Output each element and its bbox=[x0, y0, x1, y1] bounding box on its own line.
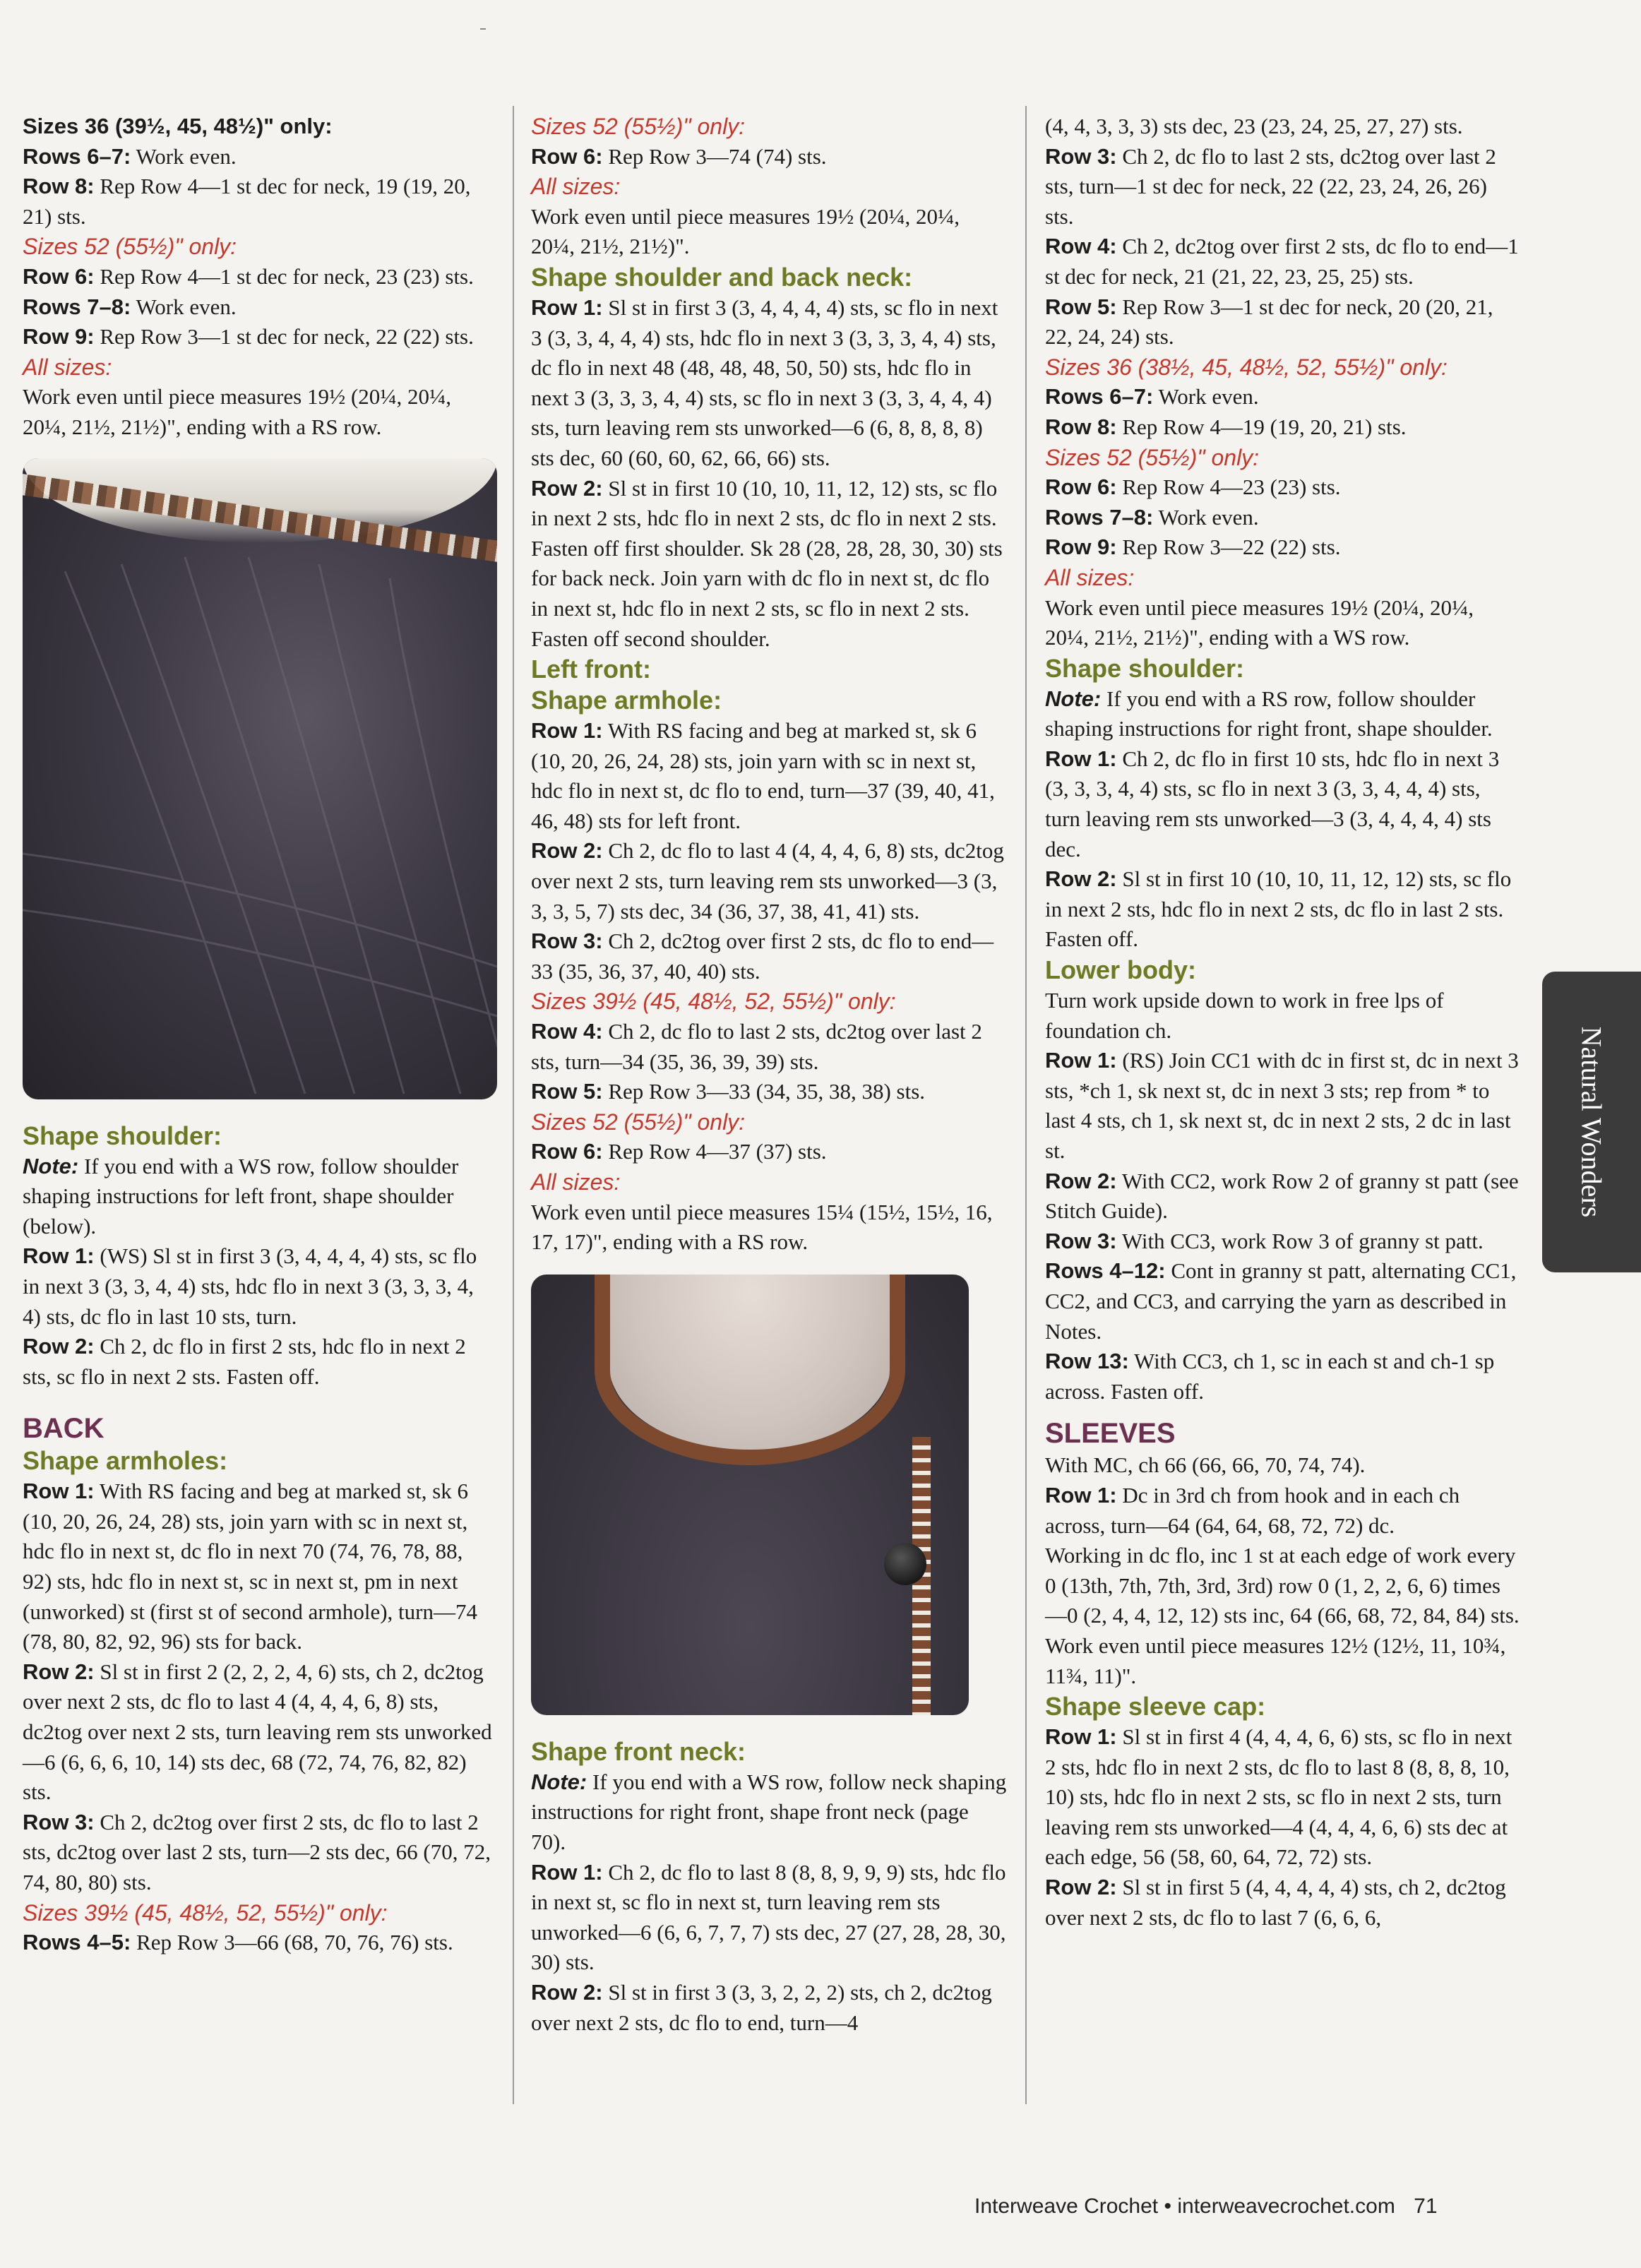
size-note: Sizes 36 (38½, 45, 48½, 52, 55½)" only: bbox=[1045, 354, 1448, 380]
instruction-row: Row 9: Rep Row 3—22 (22) sts. bbox=[1045, 535, 1341, 560]
instruction-row: Row 5: Rep Row 3—33 (34, 35, 38, 38) sts. bbox=[531, 1079, 926, 1104]
instruction-row: Row 1: Ch 2, dc flo to last 8 (8, 8, 9, 9, 9) sts, hdc flo in next st, sc flo in next st, turn leaving rem sts unworked—6 (6, 6, 7, 7, 7) sts dec, 27 (27, 28, 28, 30, 30) sts. bbox=[531, 1859, 1006, 1975]
instruction-row: Row 6: Rep Row 4—37 (37) sts. bbox=[531, 1139, 827, 1164]
instruction-text: Work even until piece measures 19½ (20¼, 20¼, 20¼, 21½, 21½)". bbox=[531, 203, 960, 259]
instruction-row: Row 8: Rep Row 4—19 (19, 20, 21) sts. bbox=[1045, 414, 1407, 439]
instruction-row: Rows 6–7: Work even. bbox=[1045, 384, 1259, 410]
instruction-text: Turn work upside down to work in free lps of foundation ch. bbox=[1045, 988, 1444, 1043]
page-number: 71 bbox=[1414, 2195, 1438, 2218]
instruction-row: Row 2: Sl st in first 10 (10, 10, 11, 12, 12) sts, sc flo in next 2 sts, hdc flo in next 2 sts, dc flo in next 2 sts. Fasten off first shoulder. Sk 28 (28, 28, 28, 30, 30) sts for back neck. Join yarn with dc flo in next st, dc flo in next st, hdc flo in next 2 sts, sc flo in next 2 sts. Fasten off second shoulder. bbox=[531, 475, 1003, 651]
page-mark bbox=[480, 28, 486, 30]
column-1 bbox=[23, 112, 497, 1958]
instruction-row: Row 2: Sl st in first 5 (4, 4, 4, 4, 4) sts, ch 2, dc2tog over next 2 sts, dc flo to last 7 (6, 6, 6, bbox=[1045, 1875, 1506, 1930]
button-icon bbox=[884, 1543, 926, 1585]
note-text: Note: If you end with a RS row, follow shoulder shaping instructions for right front, shape shoulder. bbox=[1045, 686, 1493, 741]
section-heading: Shape armholes: bbox=[23, 1446, 228, 1476]
instruction-row: Row 1: Ch 2, dc flo in first 10 sts, hdc flo in next 3 (3, 3, 3, 4, 4) sts, sc flo in next 3 (3, 3, 4, 4, 4) sts, turn leaving rem sts unworked—3 (3, 4, 4, 4, 4) sts dec. bbox=[1045, 746, 1500, 861]
instruction-row: Rows 7–8: Work even. bbox=[23, 294, 237, 319]
size-note: Sizes 52 (55½)" only: bbox=[23, 234, 237, 260]
instruction-row: Row 3: Ch 2, dc flo to last 2 sts, dc2tog over last 2 sts, turn—1 st dec for neck, 22 (22, 23, 24, 26, 26) sts. bbox=[1045, 143, 1496, 229]
instruction-row: Row 2: Ch 2, dc flo in first 2 sts, hdc flo in next 2 sts, sc flo in next 2 sts. Fasten off. bbox=[23, 1334, 466, 1389]
instruction-text: With MC, ch 66 (66, 66, 70, 74, 74). bbox=[1045, 1452, 1366, 1478]
stitch-texture bbox=[23, 458, 497, 1099]
instruction-text: Work even until piece measures 19½ (20¼, 20¼, 20¼, 21½, 21½)", ending with a WS row. bbox=[1045, 595, 1474, 650]
instruction-row: Rows 7–8: Work even. bbox=[1045, 504, 1259, 530]
size-note: Sizes 39½ (45, 48½, 52, 55½)" only: bbox=[23, 1899, 388, 1926]
magazine-name: Interweave Crochet bbox=[974, 2195, 1159, 2218]
instruction-row: Row 1: (RS) Join CC1 with dc in first st, dc in next 3 sts, *ch 1, sk next st, dc in next 3 sts; rep from * to last 4 sts, ch 1, sk next st, dc in next 2 sts, 2 dc in last st. bbox=[1045, 1048, 1519, 1163]
footer-bullet: • bbox=[1164, 2195, 1171, 2218]
size-note: Sizes 52 (55½)" only: bbox=[531, 1109, 746, 1135]
instruction-row: Row 1: (WS) Sl st in first 3 (3, 4, 4, 4, 4) sts, sc flo in next 3 (3, 3, 4, 4) sts, hdc flo in next 3 (3, 3, 3, 4, 4) sts, dc flo in last 10 sts, turn. bbox=[23, 1243, 477, 1329]
instruction-row: Row 1: Dc in 3rd ch from hook and in each ch across, turn—64 (64, 64, 68, 72, 72) dc. bbox=[1045, 1482, 1460, 1538]
section-heading: Shape shoulder: bbox=[1045, 653, 1245, 683]
size-note: All sizes: bbox=[531, 174, 621, 200]
size-note: Sizes 39½ (45, 48½, 52, 55½)" only: bbox=[531, 989, 896, 1015]
instruction-row: Row 6: Rep Row 4—1 st dec for neck, 23 (23) sts. bbox=[23, 263, 474, 289]
instruction-row: Row 4: Ch 2, dc2tog over first 2 sts, dc flo to end—1 st dec for neck, 21 (21, 22, 23, 25, 25) sts. bbox=[1045, 234, 1519, 289]
instruction-row: Row 1: Sl st in first 4 (4, 4, 4, 6, 6) sts, sc flo in next 2 sts, hdc flo in next 2 sts, dc flo to last 8 (8, 8, 8, 10, 10) sts, hdc flo in next 2 sts, sc flo in next 2 sts, turn leaving rem sts unworked—4 (4, 4, 4, 6, 6) sts dec at each edge, 56 (58, 60, 64, 72, 72) sts. bbox=[1045, 1724, 1512, 1870]
section-heading: Shape sleeve cap: bbox=[1045, 1692, 1266, 1721]
instruction-text: (4, 4, 3, 3, 3) sts dec, 23 (23, 24, 25, 27, 27) sts. bbox=[1045, 114, 1463, 138]
instruction-text: Work even until piece measures 15¼ (15½, 15½, 16, 17, 17)", ending with a RS row. bbox=[531, 1199, 993, 1255]
instruction-row: Row 1: With RS facing and beg at marked st, sk 6 (10, 20, 26, 24, 28) sts, join yarn with sc in next st, hdc flo in next st, dc flo to end, turn—37 (39, 40, 41, 46, 48) sts for left front. bbox=[531, 718, 995, 833]
instruction-row: Row 2: With CC2, work Row 2 of granny st patt (see Stitch Guide). bbox=[1045, 1168, 1519, 1224]
neckline-photo bbox=[531, 1275, 969, 1715]
size-note: Sizes 36 (39½, 45, 48½)" only: bbox=[23, 114, 333, 138]
instruction-row: Row 9: Rep Row 3—1 st dec for neck, 22 (22) sts. bbox=[23, 324, 474, 350]
size-note: All sizes: bbox=[531, 1169, 621, 1195]
side-tab-label: Natural Wonders bbox=[1575, 1026, 1608, 1218]
size-note: All sizes: bbox=[1045, 564, 1135, 590]
section-title: SLEEVES bbox=[1045, 1418, 1176, 1450]
instruction-row: Row 4: Ch 2, dc flo to last 2 sts, dc2tog over last 2 sts, turn—34 (35, 36, 39, 39) sts. bbox=[531, 1019, 982, 1074]
section-heading: Shape shoulder: bbox=[23, 1121, 222, 1150]
column-divider bbox=[1025, 106, 1027, 2104]
instruction-row: Rows 4–12: Cont in granny st patt, alternating CC1, CC2, and CC3, and carrying the yarn as described in Notes. bbox=[1045, 1258, 1517, 1344]
size-note: All sizes: bbox=[23, 354, 112, 380]
instruction-row: Row 2: Sl st in first 3 (3, 3, 2, 2, 2) sts, ch 2, dc2tog over next 2 sts, dc flo to end, turn—4 bbox=[531, 1979, 992, 2035]
instruction-row: Row 2: Sl st in first 2 (2, 2, 2, 4, 6) sts, ch 2, dc2tog over next 2 sts, dc flo to last 4 (4, 4, 4, 6, 8) sts, dc2tog over next 2 sts, turn leaving rem sts unworked—6 (6, 6, 6, 10, 14) sts dec, 68 (72, 74, 76, 82, 82) sts. bbox=[23, 1659, 492, 1805]
knit-texture-photo bbox=[23, 458, 497, 1099]
section-heading: Shape armhole: bbox=[531, 686, 722, 715]
instruction-row: Row 6: Rep Row 4—23 (23) sts. bbox=[1045, 475, 1341, 500]
section-heading: Shape front neck: bbox=[531, 1736, 746, 1766]
side-tab bbox=[1542, 972, 1641, 1272]
instruction-row: Row 3: Ch 2, dc2tog over first 2 sts, dc flo to last 2 sts, dc2tog over last 2 sts, turn—2 sts dec, 66 (70, 72, 74, 80, 80) sts. bbox=[23, 1809, 491, 1894]
size-note: Sizes 52 (55½)" only: bbox=[531, 114, 746, 139]
instruction-row: Rows 4–5: Rep Row 3—66 (68, 70, 76, 76) sts. bbox=[23, 1930, 453, 1955]
column-2 bbox=[531, 112, 1007, 2038]
instruction-row: Row 13: With CC3, ch 1, sc in each st and ch-1 sp across. Fasten off. bbox=[1045, 1349, 1495, 1404]
instruction-text: Work even until piece measures 19½ (20¼, 20¼, 20¼, 21½, 21½)", ending with a RS row. bbox=[23, 384, 452, 439]
note-text: Note: If you end with a WS row, follow shoulder shaping instructions for left front, shape shoulder (below). bbox=[23, 1153, 459, 1239]
website: interweavecrochet.com bbox=[1177, 2195, 1395, 2218]
instruction-row: Row 3: With CC3, work Row 3 of granny st patt. bbox=[1045, 1228, 1484, 1253]
instruction-row: Rows 6–7: Work even. bbox=[23, 143, 237, 169]
section-heading: Shape shoulder and back neck: bbox=[531, 262, 913, 292]
instruction-row: Row 8: Rep Row 4—1 st dec for neck, 19 (19, 20, 21) sts. bbox=[23, 174, 471, 229]
instruction-row: Row 2: Ch 2, dc flo to last 4 (4, 4, 4, 6, 8) sts, dc2tog over next 2 sts, turn leaving rem sts unworked—3 (3, 3, 3, 5, 7) sts dec, 34 (36, 37, 38, 41, 41) sts. bbox=[531, 838, 1004, 924]
size-note: Sizes 52 (55½)" only: bbox=[1045, 444, 1260, 470]
instruction-row: Row 1: With RS facing and beg at marked st, sk 6 (10, 20, 26, 24, 28) sts, join yarn with sc in next st, hdc flo in next st, dc flo in next 70 (74, 76, 78, 88, 92) sts, hdc flo in next st, sc in next st, pm in next (unworked) st (first st of second armhole), turn—74 (78, 80, 82, 92, 96) sts for back. bbox=[23, 1479, 477, 1654]
instruction-row: Row 1: Sl st in first 3 (3, 4, 4, 4, 4) sts, sc flo in next 3 (3, 3, 4, 4, 4) sts, hdc flo in next 3 (3, 3, 3, 4, 4) sts, dc flo in next 48 (48, 48, 48, 50, 50) sts, hdc flo in next 3 (3, 3, 3, 4, 4) sts, sc flo in next 3 (3, 3, 4, 4, 4) sts, turn leaving rem sts unworked—6 (6, 8, 8, 8, 8) sts dec, 60 (60, 60, 62, 66, 66) sts. bbox=[531, 294, 998, 470]
instruction-text: Working in dc flo, inc 1 st at each edge of work every 0 (13th, 7th, 7th, 3rd, 3rd) row 0 (1, 2, 2, 6, 6) times—0 (2, 4, 4, 12, 12) sts inc, 64 (66, 68, 72, 84, 84) sts. bbox=[1045, 1543, 1520, 1628]
section-heading: Lower body: bbox=[1045, 955, 1196, 985]
section-heading: Left front: bbox=[531, 655, 651, 684]
instruction-row: Row 2: Sl st in first 10 (10, 10, 11, 12, 12) sts, sc flo in next 2 sts, hdc flo in next 2 sts, dc flo in last 2 sts. Fasten off. bbox=[1045, 866, 1512, 952]
instruction-text: Work even until piece measures 12½ (12½, 11, 10¾, 11¾, 11)". bbox=[1045, 1633, 1506, 1688]
column-3 bbox=[1045, 112, 1520, 1933]
column-divider bbox=[513, 106, 514, 2104]
note-text: Note: If you end with a WS row, follow neck shaping instructions for right front, shape front neck (page 70). bbox=[531, 1769, 1007, 1854]
section-title: BACK bbox=[23, 1413, 105, 1445]
page-footer bbox=[974, 2195, 1438, 2219]
instruction-row: Row 3: Ch 2, dc2tog over first 2 sts, dc flo to end—33 (35, 36, 37, 40, 40) sts. bbox=[531, 929, 994, 984]
instruction-row: Row 5: Rep Row 3—1 st dec for neck, 20 (20, 21, 22, 24, 24) sts. bbox=[1045, 294, 1493, 350]
instruction-row: Row 6: Rep Row 3—74 (74) sts. bbox=[531, 143, 827, 169]
